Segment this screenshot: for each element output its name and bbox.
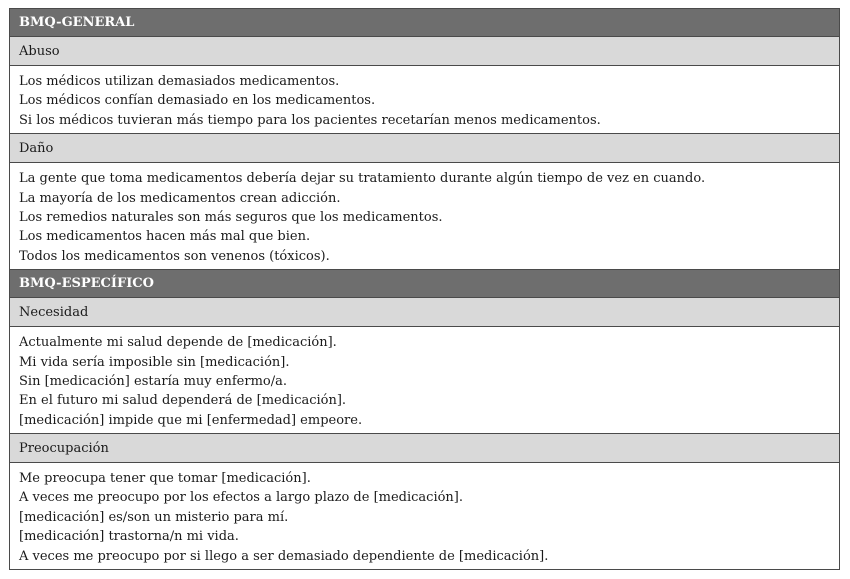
table-row: En el futuro mi salud dependerá de [medicación]. [19, 393, 347, 409]
table-row: Los remedios naturales son más seguros que los medicamentos. [19, 209, 443, 225]
group-items-necesidad [10, 327, 839, 434]
bmq-table [9, 8, 840, 570]
section-header-bmq-especifico: BMQ-ESPECÍFICO [10, 270, 839, 298]
table-row: Si los médicos tuvieran más tiempo para los pacientes recetarían menos medicamentos. [19, 112, 601, 128]
table-row: Los médicos utilizan demasiados medicamentos. [19, 74, 340, 89]
table-row: La mayoría de los medicamentos crean adicción. [19, 190, 341, 206]
group-items-abuso [10, 66, 839, 134]
group-header-preocupacion: Preocupación [10, 434, 839, 463]
table-row: [medicación] trastorna/n mi vida. [19, 529, 239, 545]
table-row: Mi vida sería imposible sin [medicación]. [19, 354, 290, 370]
table-row: A veces me preocupo por los efectos a largo plazo de [medicación]. [19, 490, 464, 506]
group-items-preocupacion [10, 463, 839, 569]
table-row: [medicación] es/son un misterio para mí. [19, 509, 289, 525]
section-header-bmq-general: BMQ-GENERAL [10, 9, 839, 37]
table-row: La gente que toma medicamentos debería dejar su tratamiento durante algún tiempo de vez en cuando. [19, 171, 706, 187]
group-header-dano: Daño [10, 134, 839, 163]
table-row: Me preocupa tener que tomar [medicación]. [19, 471, 311, 487]
table-row: Actualmente mi salud depende de [medicación]. [19, 335, 337, 351]
table-row: Los medicamentos hacen más mal que bien. [19, 229, 311, 245]
group-header-abuso: Abuso [10, 37, 839, 66]
table-row: Sin [medicación] estaría muy enfermo/a. [19, 373, 287, 389]
table-row: A veces me preocupo por si llego a ser demasiado dependiente de [medicación]. [19, 548, 549, 564]
group-items-dano [10, 163, 839, 270]
table-row: Todos los medicamentos son venenos (tóxicos). [19, 248, 330, 264]
group-header-necesidad: Necesidad [10, 298, 839, 327]
table-row: Los médicos confían demasiado en los medicamentos. [19, 93, 376, 109]
table-row: [medicación] impide que mi [enfermedad] empeore. [19, 412, 363, 428]
